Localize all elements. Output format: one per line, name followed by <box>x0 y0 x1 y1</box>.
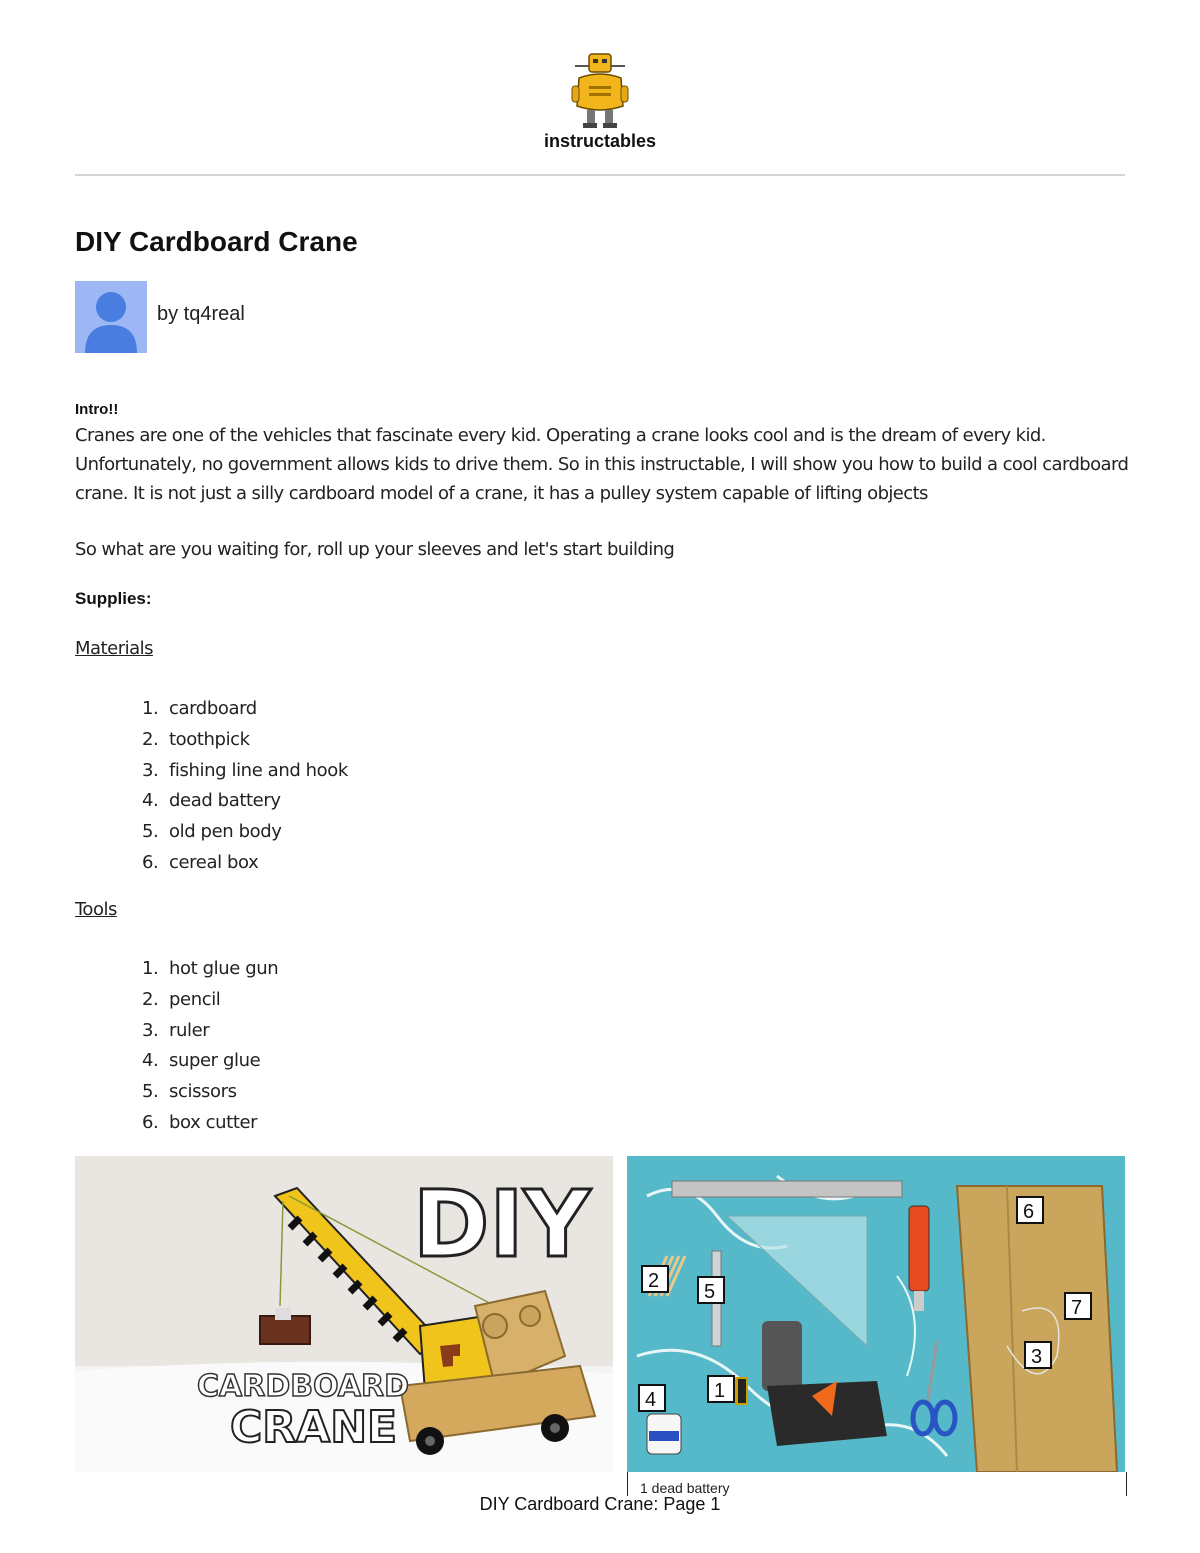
marker-5 <box>698 1277 724 1303</box>
tools-heading: Tools <box>75 899 117 920</box>
list-item: 2. pencil <box>142 988 221 1010</box>
author-byline[interactable]: by tq4real <box>157 303 245 325</box>
hero-image[interactable] <box>75 1156 613 1472</box>
material-label: toothpick <box>169 728 250 750</box>
tool-label: ruler <box>169 1019 210 1041</box>
svg-text:7: 7 <box>1071 1297 1083 1319</box>
tool-label: hot glue gun <box>169 958 279 979</box>
supplies-image-caption-box <box>627 1472 1127 1496</box>
brand-name[interactable]: instructables <box>543 131 657 151</box>
header-divider <box>75 174 1125 176</box>
list-item: 2. toothpick <box>142 728 250 750</box>
tool-label: super glue <box>169 1050 261 1072</box>
marker-6 <box>1017 1197 1043 1223</box>
instructables-robot-logo[interactable] <box>565 48 635 130</box>
list-item: 6. box cutter <box>142 1111 258 1133</box>
svg-text:4: 4 <box>645 1389 657 1411</box>
intro-heading: Intro!! <box>75 401 119 418</box>
tool-label: pencil <box>169 988 221 1010</box>
material-label: fishing line and hook <box>169 759 348 781</box>
avatar[interactable] <box>75 281 147 353</box>
svg-text:2: 2 <box>648 1270 660 1292</box>
site-header <box>0 48 1200 130</box>
tool-label: scissors <box>169 1081 237 1103</box>
intro-paragraph: Cranes are one of the vehicles that fascinate every kid. Operating a crane looks cool and is the dream of every kid. Unfortunately, no government allows kids to drive them. So in this instructable, I will show you how to build a cool cardboard crane. It is not just a silly cardboard model of a crane, it has a pulley system capable of lifting objects <box>75 425 1129 504</box>
supplies-heading: Supplies: <box>75 589 152 608</box>
list-item: 1. hot glue gun <box>142 958 279 979</box>
svg-text:1: 1 <box>714 1380 726 1402</box>
list-item: 5. scissors <box>142 1081 237 1103</box>
tools-list <box>142 954 278 1139</box>
svg-text:6: 6 <box>1023 1201 1035 1223</box>
marker-3 <box>1025 1342 1051 1368</box>
ruler <box>672 1181 902 1197</box>
list-item: 1. cardboard <box>142 698 257 719</box>
material-label: cardboard <box>169 698 257 719</box>
list-item: 3. fishing line and hook <box>142 759 348 781</box>
dead-battery <box>737 1378 747 1404</box>
hanging-block <box>260 1316 310 1344</box>
list-item: 5. old pen body <box>142 821 282 843</box>
article-title: DIY Cardboard Crane <box>75 226 358 257</box>
page-footer: DIY Cardboard Crane: Page 1 <box>479 1494 721 1514</box>
svg-text:5: 5 <box>704 1281 716 1303</box>
material-label: cereal box <box>169 851 259 873</box>
materials-heading: Materials <box>75 638 154 659</box>
hero-diy-text: DIY <box>413 1171 591 1278</box>
box-cutter <box>909 1206 929 1291</box>
materials-list <box>142 694 348 879</box>
tool-label: box cutter <box>169 1111 258 1133</box>
marker-4 <box>639 1385 665 1411</box>
svg-text:3: 3 <box>1031 1346 1043 1368</box>
image-caption: 1 dead battery <box>640 1480 730 1496</box>
marker-1 <box>708 1376 734 1402</box>
material-label: dead battery <box>169 790 281 812</box>
list-item: 6. cereal box <box>142 851 259 873</box>
user-icon <box>75 281 147 353</box>
list-item: 3. ruler <box>142 1019 210 1041</box>
cardboard-sheets <box>957 1186 1117 1472</box>
list-item: 4. dead battery <box>142 790 281 812</box>
supplies-image[interactable] <box>627 1156 1125 1472</box>
marker-2 <box>642 1266 668 1292</box>
hero-crane-text: CRANE <box>230 1402 398 1453</box>
list-item: 4. super glue <box>142 1050 261 1072</box>
material-label: old pen body <box>169 821 282 843</box>
marker-7 <box>1065 1293 1091 1319</box>
intro-call-to-action: So what are you waiting for, roll up your sleeves and let's start building <box>75 539 675 560</box>
hero-cardboard-text: CARDBOARD <box>197 1369 410 1404</box>
